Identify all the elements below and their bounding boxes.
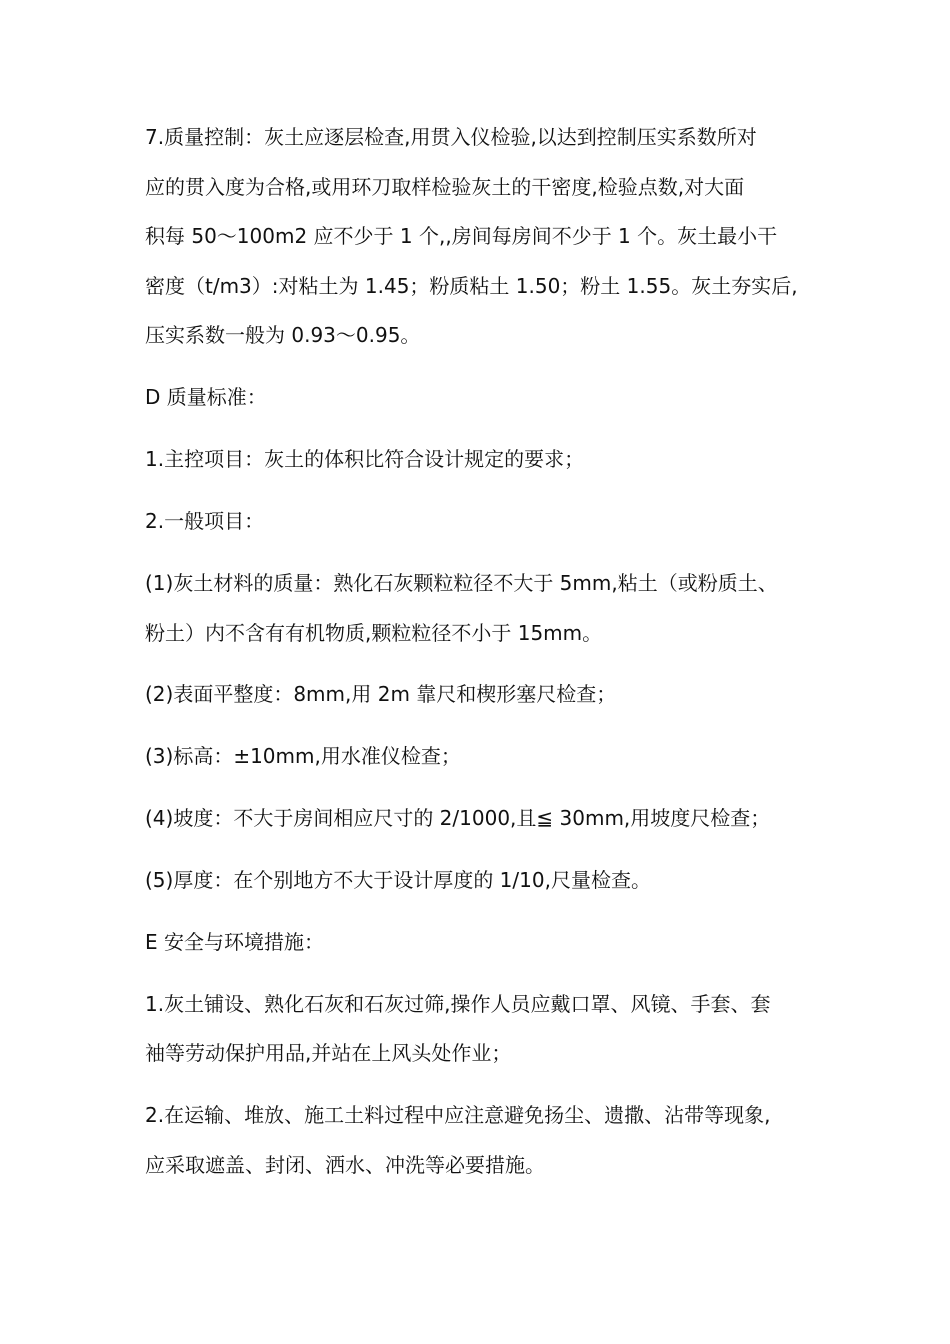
item-safety-2-line-1: 2.在运输、堆放、施工土料过程中应注意避免扬尘、遗撒、沾带等现象, [145, 1103, 771, 1127]
paragraph-quality-control-line-5: 压实系数一般为 0.93～0.95。 [145, 323, 421, 347]
item-safety-1-line-1: 1.灰土铺设、熟化石灰和石灰过筛,操作人员应戴口罩、风镜、手套、套 [145, 992, 771, 1016]
item-thickness: (5)厚度：在个别地方不大于设计厚度的 1/10,尺量检查。 [145, 868, 651, 892]
item-main-control: 1.主控项目：灰土的体积比符合设计规定的要求； [145, 447, 585, 471]
item-slope: (4)坡度：不大于房间相应尺寸的 2/1000,且≦ 30mm,用坡度尺检查； [145, 806, 771, 830]
item-material-quality-line-1: (1)灰土材料的质量：熟化石灰颗粒粒径不大于 5mm,粘土（或粉质土、 [145, 571, 778, 595]
paragraph-quality-control-line-3: 积每 50～100m2 应不少于 1 个,,房间每房间不少于 1 个。灰土最小干 [145, 224, 778, 248]
section-heading-quality-standard: D 质量标准： [145, 385, 267, 409]
item-general: 2.一般项目： [145, 509, 265, 533]
item-material-quality-line-2: 粉土）内不含有有机物质,颗粒粒径不小于 15mm。 [145, 621, 603, 645]
item-elevation: (3)标高：±10mm,用水准仪检查； [145, 744, 461, 768]
paragraph-quality-control-line-1: 7.质量控制：灰土应逐层检查,用贯入仪检验,以达到控制压实系数所对 [145, 125, 757, 149]
paragraph-quality-control-line-4: 密度（t/m3）:对粘土为 1.45；粉质粘土 1.50；粉土 1.55。灰土夯实后, [145, 274, 798, 298]
item-safety-1-line-2: 袖等劳动保护用品,并站在上风头处作业； [145, 1041, 512, 1065]
section-heading-safety-environment: E 安全与环境措施： [145, 930, 324, 954]
item-safety-2-line-2: 应采取遮盖、封闭、洒水、冲洗等必要措施。 [145, 1153, 545, 1177]
paragraph-quality-control-line-2: 应的贯入度为合格,或用环刀取样检验灰土的干密度,检验点数,对大面 [145, 175, 745, 199]
item-surface-flatness: (2)表面平整度：8mm,用 2m 靠尺和楔形塞尺检查； [145, 682, 617, 706]
